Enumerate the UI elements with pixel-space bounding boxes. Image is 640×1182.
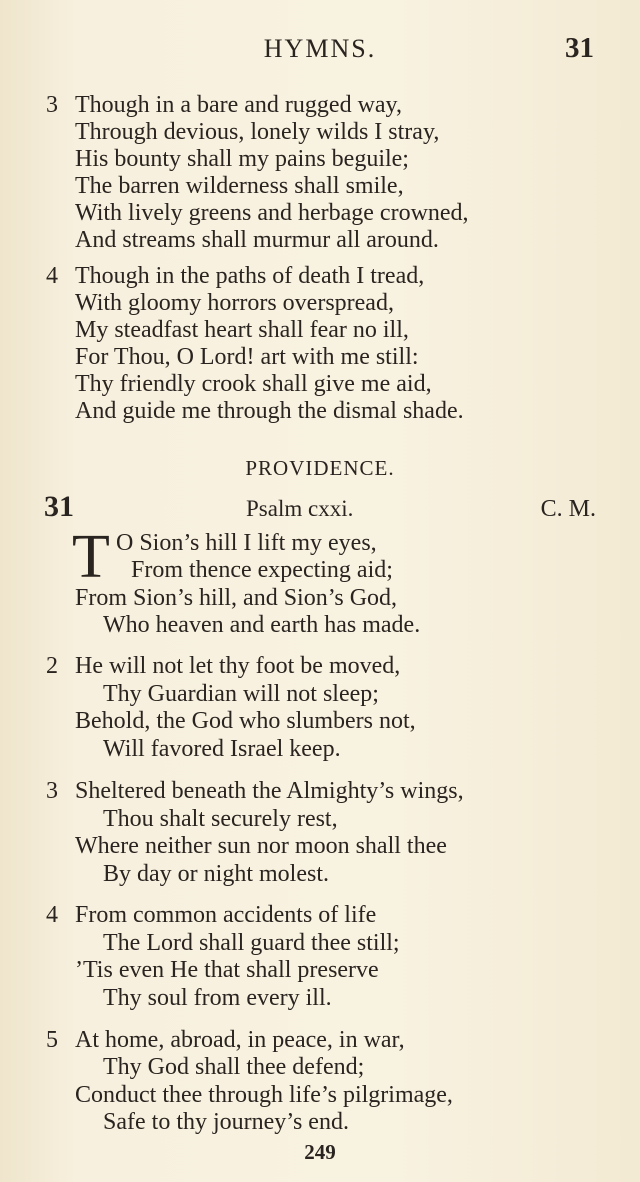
verse-line: From thence expecting aid; — [131, 557, 393, 583]
verse-number: 3 — [46, 778, 58, 804]
hymn-number: 31 — [44, 490, 74, 523]
verse-number: 5 — [46, 1027, 58, 1053]
verse-line: ’Tis even He that shall preserve — [75, 957, 379, 983]
verse-line: Through devious, lonely wilds I stray, — [75, 119, 440, 145]
verse-line: Who heaven and earth has made. — [103, 612, 421, 638]
verse-line: With lively greens and herbage crowned, — [75, 200, 469, 226]
verse-line: Behold, the God who slumbers not, — [75, 708, 416, 734]
verse-line: Though in the paths of death I tread, — [75, 263, 425, 289]
verse-line: O Sion’s hill I lift my eyes, — [116, 530, 377, 556]
verse-line: From Sion’s hill, and Sion’s God, — [75, 585, 398, 611]
verse-line: Thy soul from every ill. — [103, 985, 332, 1011]
verse-line: Thy friendly crook shall give me aid, — [75, 371, 432, 397]
verse-line: The Lord shall guard thee still; — [103, 930, 400, 956]
verse-line: From common accidents of life — [75, 902, 377, 928]
verse-line: The barren wilderness shall smile, — [75, 173, 404, 199]
page-number: 249 — [304, 1140, 336, 1164]
verse-number: 4 — [46, 263, 58, 289]
verse-line: By day or night molest. — [103, 861, 329, 887]
verse-line: With gloomy horrors overspread, — [75, 290, 394, 316]
verse-line: Will favored Israel keep. — [103, 736, 341, 762]
verse-line: And guide me through the dismal shade. — [75, 398, 464, 424]
verse-line: Though in a bare and rugged way, — [75, 92, 402, 118]
verse-number: 3 — [46, 92, 58, 118]
verse-line: And streams shall murmur all around. — [75, 227, 439, 253]
verse-line: For Thou, O Lord! art with me still: — [75, 344, 419, 370]
verse-line: Thy God shall thee defend; — [103, 1054, 365, 1080]
drop-cap: T — [72, 523, 110, 591]
verse-number: 2 — [46, 653, 58, 679]
verse-line: At home, abroad, in peace, in war, — [75, 1027, 405, 1053]
verse-line: Safe to thy journey’s end. — [103, 1109, 349, 1135]
verse-line: Where neither sun nor moon shall thee — [75, 833, 447, 859]
psalm-reference: Psalm cxxi. — [246, 496, 354, 521]
verse-line: Conduct thee through life’s pilgrimage, — [75, 1082, 453, 1108]
verse-line: Thou shalt securely rest, — [103, 806, 338, 832]
header-page-number: 31 — [565, 32, 594, 64]
running-header: HYMNS. — [263, 34, 377, 63]
verse-line: Sheltered beneath the Almighty’s wings, — [75, 778, 464, 804]
verse-line: His bounty shall my pains beguile; — [75, 146, 409, 172]
verse-line: He will not let thy foot be moved, — [75, 653, 401, 679]
verse-line: My steadfast heart shall fear no ill, — [75, 317, 409, 343]
hymn-meter: C. M. — [540, 496, 596, 522]
verse-number: 4 — [46, 902, 58, 928]
verse-line: Thy Guardian will not sleep; — [103, 681, 379, 707]
section-title: PROVIDENCE. — [245, 456, 395, 480]
